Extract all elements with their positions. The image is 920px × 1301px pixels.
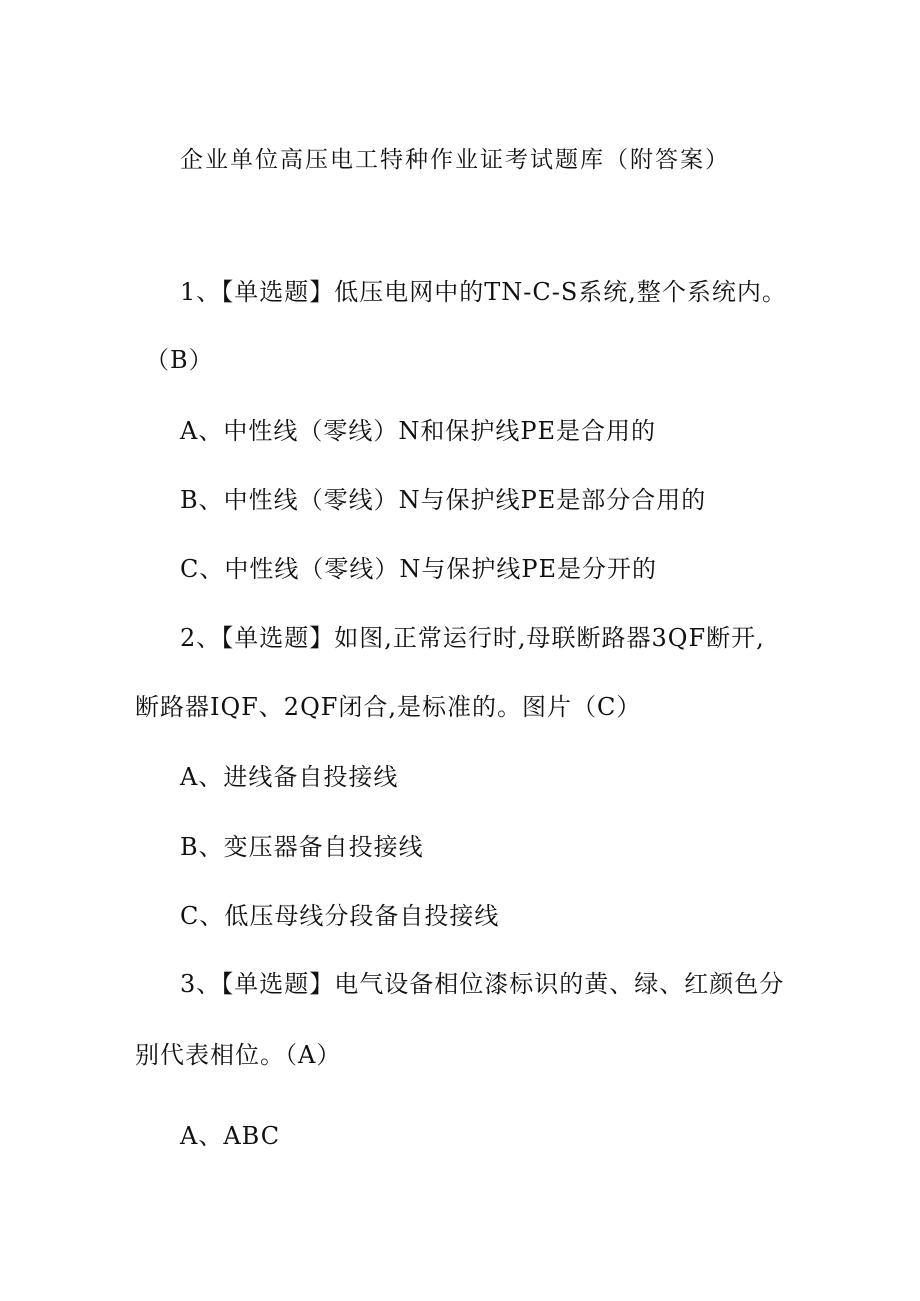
question-1-option-a: A、中性线（零线）N和保护线PE是合用的 <box>180 417 656 445</box>
question-1-option-b: B、中性线（零线）N与保护线PE是部分合用的 <box>180 486 707 514</box>
question-1-option-c: C、中性线（零线）N与保护线PE是分开的 <box>180 555 658 583</box>
question-2-text: 2、【单选题】如图,正常运行时,母联断路器3QF断开, <box>180 624 765 652</box>
question-1-text: 1、【单选题】低压电网中的TN-C-S系统,整个系统内。 <box>180 278 787 306</box>
question-2-continuation: 断路器IQF、2QF闭合,是标准的。图片（C） <box>135 693 642 721</box>
question-2-option-b: B、变压器备自投接线 <box>180 833 424 861</box>
question-1-answer: （B） <box>145 346 214 374</box>
page-title: 企业单位高压电工特种作业证考试题库（附答案） <box>180 147 730 173</box>
question-3-continuation: 别代表相位。（A） <box>135 1041 342 1069</box>
question-2-option-c: C、低压母线分段备自投接线 <box>180 902 500 930</box>
question-2-option-a: A、进线备自投接线 <box>180 763 399 791</box>
question-3-option-a: A、ABC <box>180 1122 281 1150</box>
question-3-text: 3、【单选题】电气设备相位漆标识的黄、绿、红颜色分 <box>180 970 785 998</box>
